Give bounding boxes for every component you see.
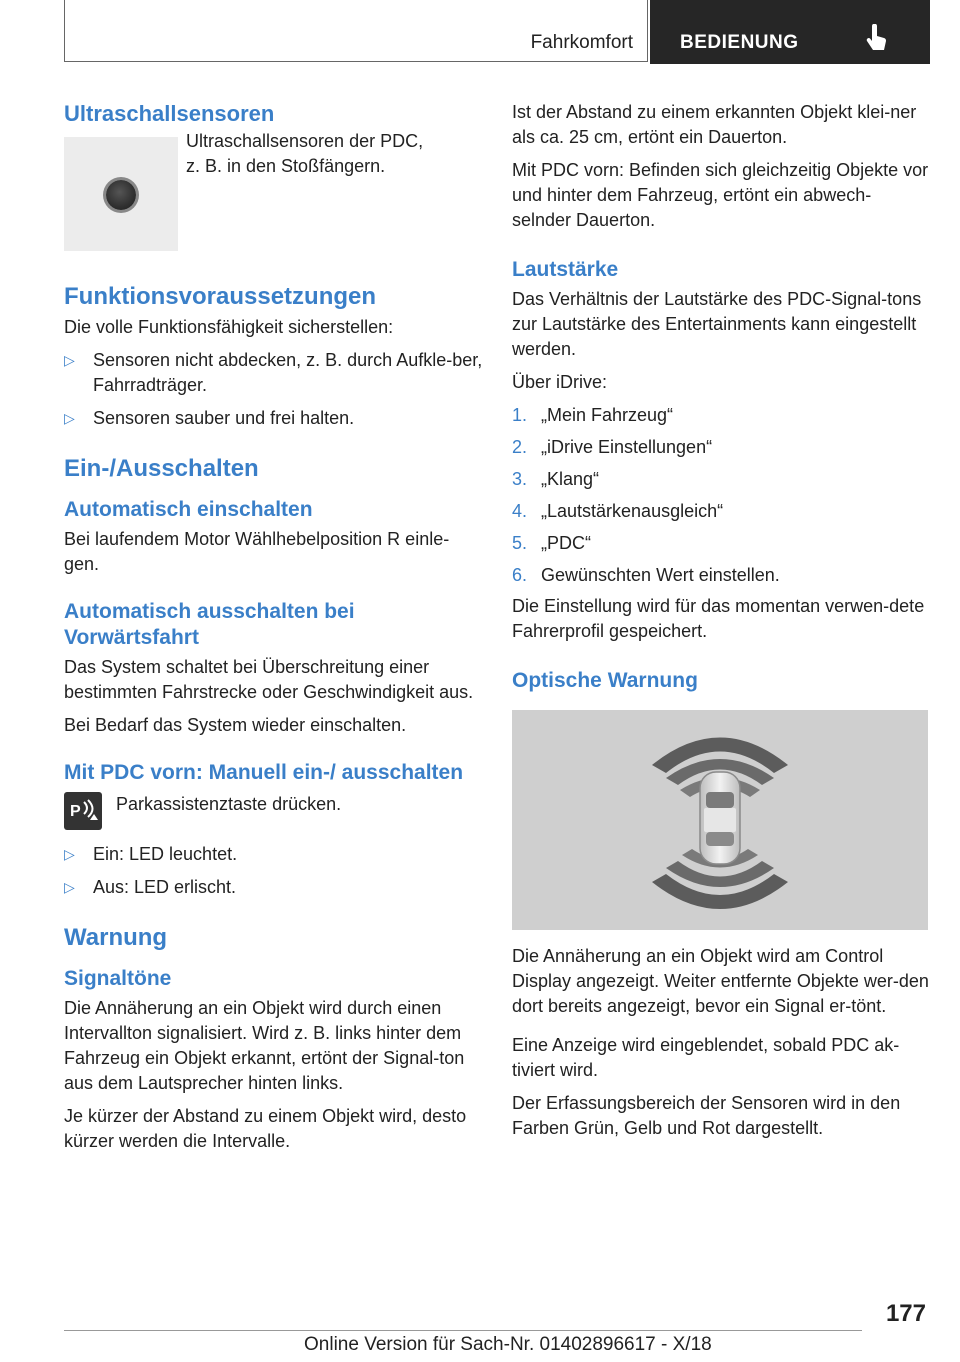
- triangle-bullet-icon: ▷: [64, 879, 75, 895]
- triangle-bullet-icon: ▷: [64, 410, 75, 426]
- footer-divider: [64, 1330, 862, 1331]
- idrive-text: Über iDrive:: [512, 372, 608, 392]
- heading-manuell: Mit PDC vorn: Manuell ein-/ ausschalten: [64, 761, 464, 784]
- triangle-bullet-icon: ▷: [64, 846, 75, 862]
- ultrasonic-sensor-icon: [106, 180, 136, 210]
- page-number: 177: [885, 1300, 926, 1327]
- auto-aus-text: Das System schaltet bei Überschreitung einer bestimmten Fahrstrecke oder Geschwindigkeit aus.: [64, 657, 474, 702]
- right-p2: Mit PDC vorn: Befinden sich gleichzeitig Objekte vor und hinter dem Fahrzeug, ertönt ein abwech-selnder Dauerton.: [512, 160, 929, 230]
- idrive-steps: [512, 403, 930, 588]
- funk-list: [64, 348, 484, 431]
- list-item: 6. Gewünschten Wert einstellen.: [512, 565, 780, 585]
- footer-online-version: Online Version für Sach-Nr. 01402896617 - X/18: [304, 1334, 712, 1355]
- heading-automatisch-einschalten: Automatisch einschalten: [64, 498, 313, 521]
- funk-intro: Die volle Funktionsfähigkeit sicherstellen:: [64, 317, 394, 337]
- heading-signaltoene: Signaltöne: [64, 967, 172, 990]
- header-chapter: BEDIENUNG: [680, 32, 799, 53]
- car-sensor-arcs-icon: [512, 710, 928, 930]
- header-section: Fahrkomfort: [530, 32, 633, 53]
- list-item: ▷ Ein: LED leuchtet.: [64, 842, 484, 867]
- list-item: ▷ Sensoren sauber und frei halten.: [64, 406, 484, 431]
- page-header: [64, 0, 930, 64]
- opt-text: Die Annäherung an ein Objekt wird am Control Display angezeigt. Weiter entfernte Objekte wer-den dort bereits angezeigt, bevor ein Signal er-tönt.: [512, 946, 929, 1016]
- heading-optische-warnung: Optische Warnung: [512, 669, 698, 692]
- auto-aus-text2: Bei Bedarf das System wieder einschalten.: [64, 715, 407, 735]
- header-chapter-box: [650, 0, 930, 64]
- right-column: [512, 100, 930, 1141]
- heading-warnung: Warnung: [64, 924, 168, 951]
- sensor-image: [64, 137, 178, 251]
- hand-pointer-icon: [864, 24, 890, 52]
- header-section-box: [64, 0, 648, 62]
- ultra-text: Ultraschallsensoren der PDC, z. B. in den Stoßfängern.: [186, 131, 424, 176]
- opt-text3: Der Erfassungsbereich der Sensoren wird in den Farben Grün, Gelb und Rot dargestellt.: [512, 1093, 901, 1138]
- triangle-bullet-icon: ▷: [64, 352, 75, 368]
- right-p1: Ist der Abstand zu einem erkannten Objekt klei-ner als ca. 25 cm, ertönt ein Dauerton.: [512, 102, 917, 147]
- park-assist-button-icon: [64, 792, 102, 830]
- manuell-text: Parkassistenztaste drücken.: [116, 794, 342, 814]
- signal-text: Die Annäherung an ein Objekt wird durch einen Intervallton signalisiert. Wird z. B. links hinter dem Fahrzeug ein Objekt erkannt, ertönt der Signal-ton aus dem Lautsprecher hinten links.: [64, 998, 465, 1093]
- signal-text2: Je kürzer der Abstand zu einem Objekt wird, desto kürzer werden die Intervalle.: [64, 1106, 467, 1151]
- heading-ultraschallsensoren: Ultraschallsensoren: [64, 101, 275, 126]
- left-column: [64, 100, 484, 1154]
- list-item: 4. „Lautstärkenausgleich“: [512, 501, 724, 521]
- list-item: 1. „Mein Fahrzeug“: [512, 405, 674, 425]
- manuell-list: [64, 842, 484, 900]
- optical-warning-image: [512, 710, 928, 930]
- heading-lautstaerke: Lautstärke: [512, 258, 619, 281]
- list-item: 2. „iDrive Einstellungen“: [512, 437, 713, 457]
- list-item: ▷ Aus: LED erlischt.: [64, 875, 484, 900]
- heading-ein-ausschalten: Ein-/Ausschalten: [64, 455, 259, 482]
- list-item: 3. „Klang“: [512, 469, 600, 489]
- list-item: 5. „PDC“: [512, 533, 591, 553]
- auto-ein-text: Bei laufendem Motor Wählhebelposition R einle-gen.: [64, 529, 450, 574]
- opt-text2: Eine Anzeige wird eingeblendet, sobald PDC ak-tiviert wird.: [512, 1035, 900, 1080]
- heading-funktionsvoraussetzungen: Funktionsvoraussetzungen: [64, 283, 377, 310]
- list-item: ▷ Sensoren nicht abdecken, z. B. durch Aufkle-ber, Fahrradträger.: [64, 350, 483, 395]
- laut-note: Die Einstellung wird für das momentan verwen-dete Fahrerprofil gespeichert.: [512, 596, 925, 641]
- laut-text: Das Verhältnis der Lautstärke des PDC-Signal-tons zur Lautstärke des Entertainments kann eingestellt werden.: [512, 289, 922, 359]
- heading-automatisch-ausschalten: Automatisch ausschalten bei Vorwärtsfahrt: [64, 600, 355, 649]
- svg-text:P: P: [70, 803, 81, 820]
